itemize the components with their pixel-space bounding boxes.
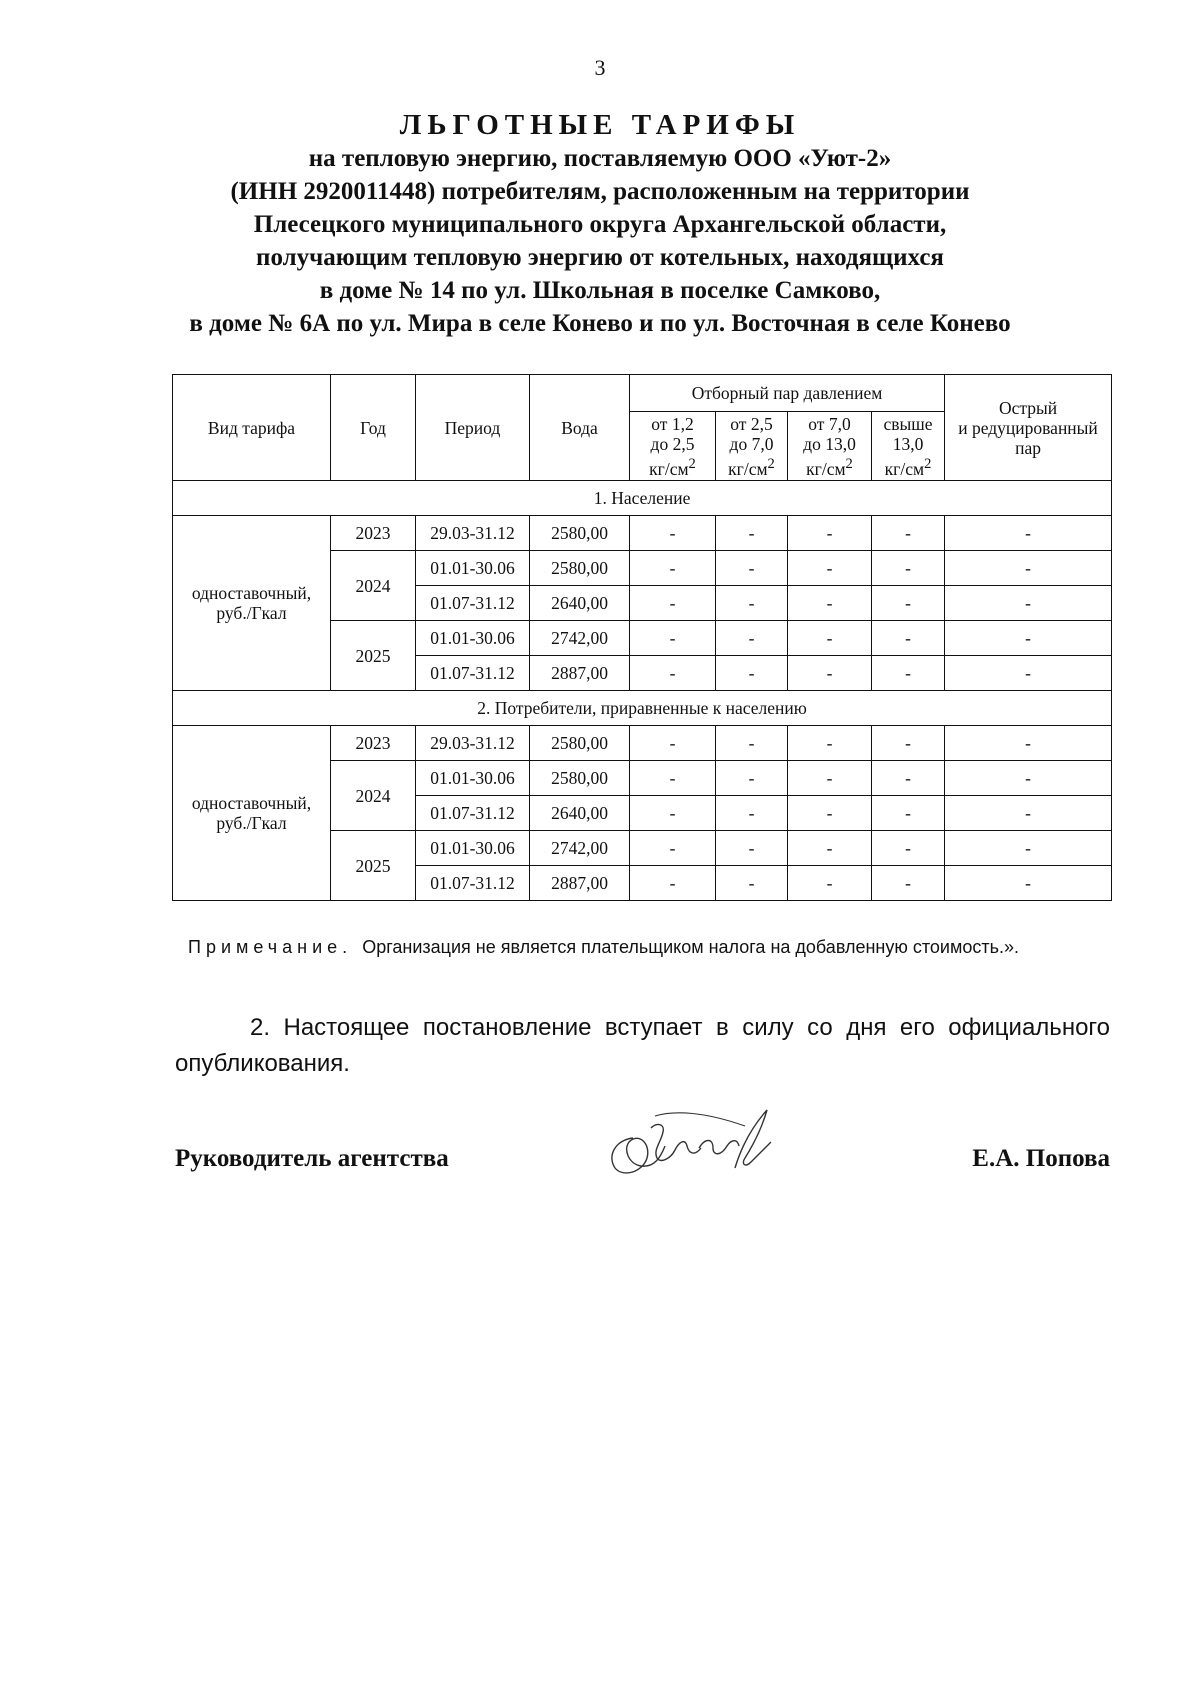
steam-col-line: 13,0 (892, 433, 924, 454)
table-header-row (173, 375, 1112, 412)
steam-cell: - (872, 516, 945, 551)
steam-col-line: от 2,5 (730, 413, 773, 434)
steam-cell: - (872, 726, 945, 761)
steam-col-unit (874, 454, 942, 479)
tariff-type-line: одноставочный, (191, 583, 312, 603)
steam-cell: - (630, 516, 716, 551)
note-label: Примечание. (188, 937, 353, 957)
steam-col-line: до 7,0 (729, 433, 774, 454)
water-cell: 2887,00 (530, 656, 630, 691)
steam-cell: - (716, 761, 788, 796)
header-steam-col (630, 412, 716, 481)
sharp-steam-cell: - (945, 796, 1112, 831)
water-cell: 2742,00 (530, 621, 630, 656)
title-main: ЛЬГОТНЫЕ ТАРИФЫ (399, 109, 801, 141)
steam-cell: - (716, 831, 788, 866)
section-row (173, 481, 1112, 516)
steam-cell: - (716, 551, 788, 586)
steam-cell: - (630, 586, 716, 621)
period-cell: 29.03-31.12 (416, 516, 530, 551)
water-cell: 2640,00 (530, 586, 630, 621)
unit-sup: 2 (845, 455, 853, 472)
steam-cell: - (716, 726, 788, 761)
signatory-position: Руководитель агентства (175, 1145, 449, 1172)
water-cell: 2580,00 (530, 761, 630, 796)
sharp-steam-cell: - (945, 761, 1112, 796)
steam-col-unit (632, 454, 713, 479)
section-row (173, 691, 1112, 726)
period-cell: 29.03-31.12 (416, 726, 530, 761)
water-cell: 2640,00 (530, 796, 630, 831)
tariff-type-cell (173, 726, 331, 901)
steam-cell: - (630, 831, 716, 866)
document-title (120, 108, 1080, 340)
sharp-steam-cell: - (945, 726, 1112, 761)
header-year: Год (331, 375, 416, 481)
unit-sup: 2 (767, 455, 775, 472)
header-steam-col (788, 412, 872, 481)
unit-text: кг/см (884, 458, 925, 479)
unit-sup: 2 (688, 455, 696, 472)
steam-cell: - (788, 726, 872, 761)
title-line: Плесецкого муниципального округа Архангельской области, (253, 211, 947, 238)
unit-text: кг/см (649, 458, 689, 479)
steam-col-line: от 1,2 (651, 413, 694, 434)
steam-cell: - (788, 516, 872, 551)
steam-cell: - (716, 866, 788, 901)
steam-cell: - (630, 726, 716, 761)
period-cell: 01.01-30.06 (416, 761, 530, 796)
steam-cell: - (788, 761, 872, 796)
steam-cell: - (716, 656, 788, 691)
steam-cell: - (788, 656, 872, 691)
steam-cell: - (788, 831, 872, 866)
unit-text: кг/см (806, 458, 846, 479)
header-steam-group: Отборный пар давлением (630, 375, 945, 412)
year-cell: 2023 (331, 516, 416, 551)
period-cell: 01.01-30.06 (416, 551, 530, 586)
title-line: (ИНН 2920011448) потребителям, расположенным на территории (230, 178, 970, 205)
note (188, 937, 1138, 958)
header-steam-col (872, 412, 945, 481)
header-steam-col (716, 412, 788, 481)
period-cell: 01.01-30.06 (416, 831, 530, 866)
sharp-steam-cell: - (945, 516, 1112, 551)
header-sharp-line: и редуцированный (958, 417, 1098, 438)
period-cell: 01.07-31.12 (416, 586, 530, 621)
title-line: получающим тепловую энергию от котельных, находящихся (256, 244, 944, 271)
table-row (173, 516, 1112, 551)
steam-cell: - (630, 656, 716, 691)
steam-cell: - (872, 761, 945, 796)
steam-col-line: до 2,5 (650, 433, 695, 454)
year-cell: 2024 (331, 761, 416, 831)
tariff-type-cell (173, 516, 331, 691)
title-line: на тепловую энергию, поставляемую ООО «Уют-2» (308, 145, 892, 172)
steam-cell: - (872, 551, 945, 586)
year-cell: 2024 (331, 551, 416, 621)
year-cell: 2025 (331, 831, 416, 901)
signatory-name: Е.А. Попова (972, 1145, 1110, 1172)
water-cell: 2580,00 (530, 516, 630, 551)
steam-cell: - (716, 586, 788, 621)
header-period: Период (416, 375, 530, 481)
year-cell: 2025 (331, 621, 416, 691)
steam-cell: - (630, 621, 716, 656)
period-cell: 01.07-31.12 (416, 866, 530, 901)
tariffs-table (172, 374, 1112, 901)
sharp-steam-cell: - (945, 831, 1112, 866)
section-title: 1. Население (173, 481, 1112, 516)
header-water: Вода (530, 375, 630, 481)
title-line: в доме № 6А по ул. Мира в селе Конево и по ул. Восточная в селе Конево (189, 310, 1011, 337)
water-cell: 2887,00 (530, 866, 630, 901)
steam-col-line: от 7,0 (808, 413, 851, 434)
steam-cell: - (630, 761, 716, 796)
sharp-steam-cell: - (945, 621, 1112, 656)
tariff-type-line: руб./Гкал (216, 813, 287, 833)
title-line: в доме № 14 по ул. Школьная в поселке Самково, (319, 277, 881, 304)
header-sharp-steam (945, 375, 1112, 481)
steam-cell: - (872, 621, 945, 656)
steam-col-unit (718, 454, 785, 479)
water-cell: 2580,00 (530, 726, 630, 761)
steam-cell: - (872, 656, 945, 691)
steam-cell: - (630, 551, 716, 586)
steam-cell: - (716, 516, 788, 551)
steam-cell: - (872, 586, 945, 621)
steam-col-line: до 13,0 (803, 433, 856, 454)
steam-cell: - (716, 621, 788, 656)
steam-cell: - (872, 831, 945, 866)
steam-col-unit (790, 454, 869, 479)
steam-cell: - (788, 796, 872, 831)
year-cell: 2023 (331, 726, 416, 761)
steam-cell: - (872, 866, 945, 901)
table-row (173, 726, 1112, 761)
steam-cell: - (716, 796, 788, 831)
header-sharp-line: пар (1015, 437, 1041, 458)
unit-sup: 2 (924, 455, 932, 472)
header-tariff-type: Вид тарифа (173, 375, 331, 481)
steam-cell: - (630, 866, 716, 901)
tariff-type-line: одноставочный, (191, 793, 312, 813)
sharp-steam-cell: - (945, 551, 1112, 586)
steam-cell: - (788, 866, 872, 901)
page-number: 3 (594, 55, 606, 80)
sharp-steam-cell: - (945, 866, 1112, 901)
steam-cell: - (872, 796, 945, 831)
sharp-steam-cell: - (945, 656, 1112, 691)
steam-cell: - (788, 621, 872, 656)
unit-text: кг/см (728, 458, 768, 479)
steam-cell: - (788, 551, 872, 586)
water-cell: 2742,00 (530, 831, 630, 866)
handwritten-signature (595, 1098, 785, 1193)
water-cell: 2580,00 (530, 551, 630, 586)
section-title: 2. Потребители, приравненные к населению (173, 691, 1112, 726)
period-cell: 01.07-31.12 (416, 796, 530, 831)
period-cell: 01.01-30.06 (416, 621, 530, 656)
tariff-type-line: руб./Гкал (216, 603, 287, 623)
sharp-steam-cell: - (945, 586, 1112, 621)
period-cell: 01.07-31.12 (416, 656, 530, 691)
steam-cell: - (788, 586, 872, 621)
steam-col-line: свыше (883, 413, 933, 434)
steam-cell: - (630, 796, 716, 831)
note-text: Организация не является плательщиком налога на добавленную стоимость.». (362, 937, 1019, 957)
effective-date-paragraph: 2. Настоящее постановление вступает в силу со дня его официального опубликования. (175, 1014, 1110, 1077)
header-sharp-line: Острый (998, 397, 1058, 418)
